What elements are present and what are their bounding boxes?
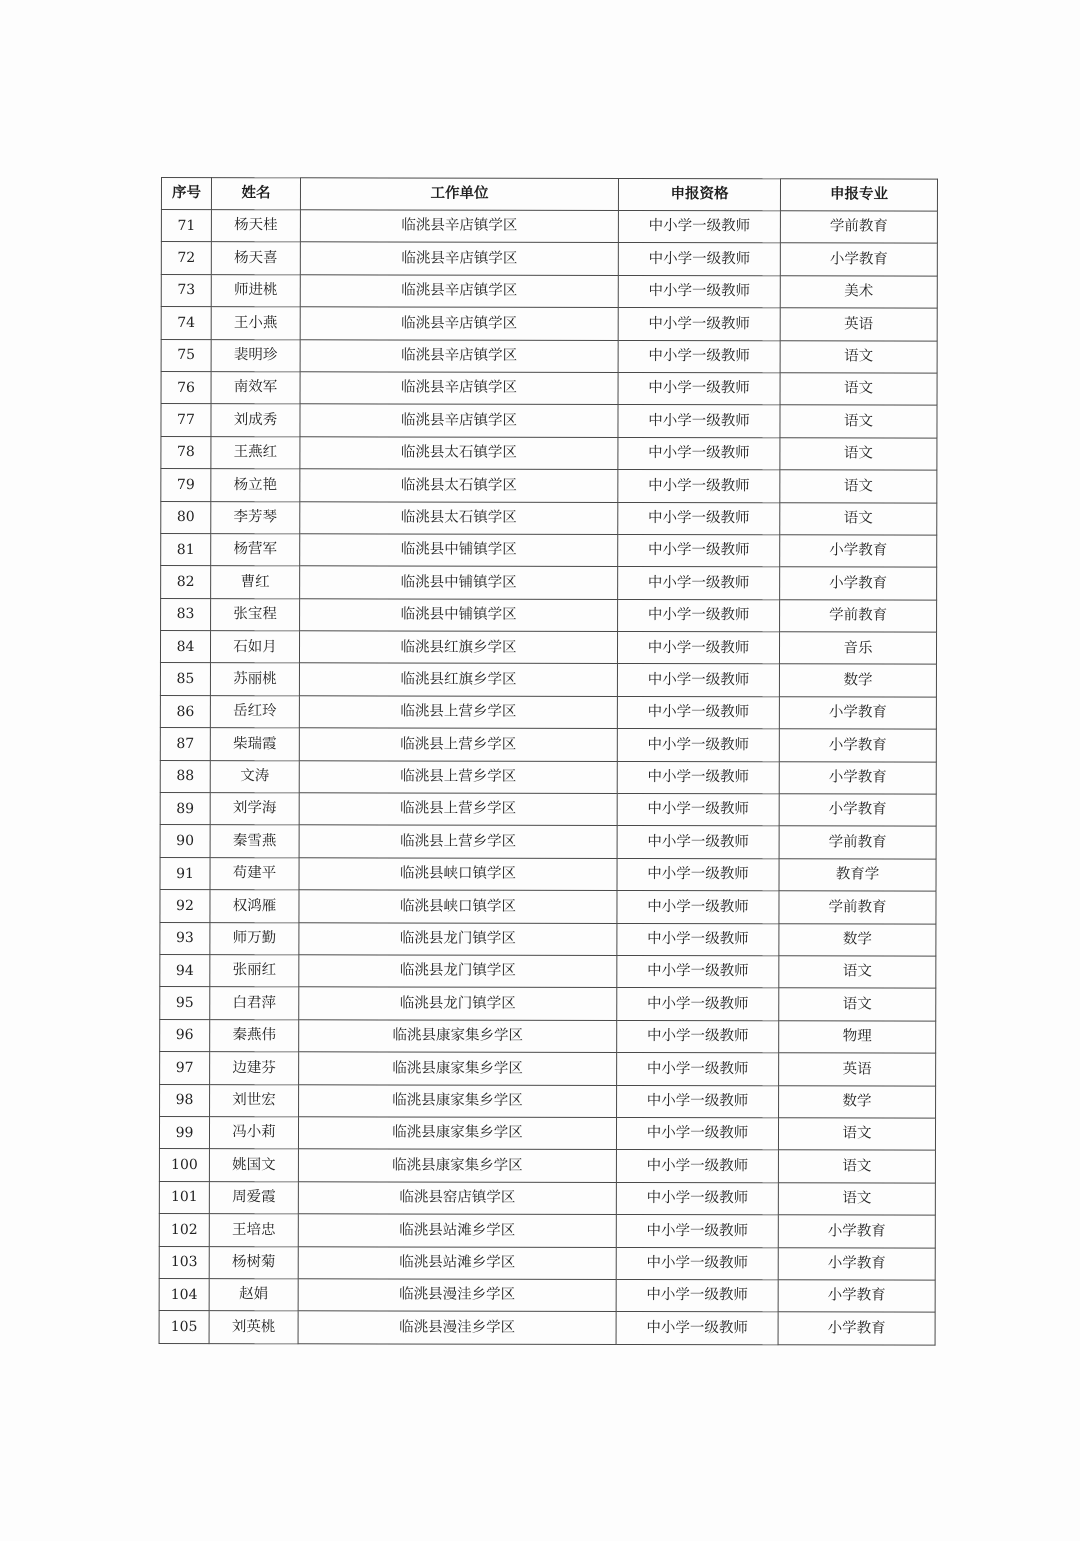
table-row bbox=[161, 566, 937, 600]
cell-name: 刘英桃 bbox=[209, 1311, 298, 1344]
cell-name: 刘世宏 bbox=[210, 1084, 299, 1117]
cell-major: 小学教育 bbox=[779, 697, 936, 730]
cell-unit: 临洮县红旗乡学区 bbox=[299, 631, 617, 664]
cell-major: 语文 bbox=[778, 1118, 935, 1151]
table-row bbox=[161, 242, 937, 276]
cell-major: 小学教育 bbox=[778, 1280, 935, 1313]
cell-major: 小学教育 bbox=[778, 1312, 935, 1345]
cell-unit: 临洮县龙门镇学区 bbox=[299, 987, 617, 1020]
cell-name: 南效军 bbox=[211, 372, 300, 405]
cell-unit: 临洮县辛店镇学区 bbox=[300, 372, 618, 405]
cell-unit: 临洮县上营乡学区 bbox=[299, 793, 617, 826]
cell-unit: 临洮县太石镇学区 bbox=[300, 469, 618, 502]
table-row bbox=[160, 954, 936, 988]
cell-name: 苟建平 bbox=[210, 857, 299, 890]
cell-name: 杨天桂 bbox=[211, 210, 300, 243]
cell-qualification: 中小学一级教师 bbox=[618, 534, 780, 567]
cell-major: 英语 bbox=[779, 1053, 936, 1086]
cell-qualification: 中小学一级教师 bbox=[618, 437, 780, 470]
cell-name: 杨立艳 bbox=[211, 469, 300, 502]
cell-qualification: 中小学一级教师 bbox=[617, 955, 779, 988]
table-row bbox=[160, 987, 936, 1021]
cell-unit: 临洮县辛店镇学区 bbox=[300, 275, 618, 308]
cell-no: 71 bbox=[161, 210, 211, 242]
cell-major: 音乐 bbox=[779, 632, 936, 665]
cell-unit: 临洮县漫洼乡学区 bbox=[298, 1279, 616, 1312]
cell-unit: 临洮县太石镇学区 bbox=[300, 501, 618, 534]
cell-no: 92 bbox=[160, 890, 210, 922]
table-header-row bbox=[161, 178, 937, 212]
table-row bbox=[159, 1116, 935, 1150]
cell-unit: 临洮县辛店镇学区 bbox=[300, 339, 618, 372]
cell-qualification: 中小学一级教师 bbox=[618, 599, 780, 632]
cell-qualification: 中小学一级教师 bbox=[617, 988, 779, 1021]
cell-qualification: 中小学一级教师 bbox=[618, 470, 780, 503]
cell-unit: 临洮县峡口镇学区 bbox=[299, 858, 617, 891]
cell-unit: 临洮县康家集乡学区 bbox=[299, 1020, 617, 1053]
cell-name: 姚国文 bbox=[209, 1149, 298, 1182]
cell-no: 76 bbox=[161, 371, 211, 403]
cell-name: 冯小莉 bbox=[209, 1117, 298, 1150]
cell-no: 105 bbox=[159, 1311, 209, 1343]
table-row bbox=[160, 1019, 936, 1053]
cell-qualification: 中小学一级教师 bbox=[617, 1020, 779, 1053]
cell-qualification: 中小学一级教师 bbox=[617, 664, 779, 697]
cell-major: 数学 bbox=[779, 923, 936, 956]
cell-no: 93 bbox=[160, 922, 210, 954]
cell-qualification: 中小学一级教师 bbox=[617, 826, 779, 859]
cell-unit: 临洮县上营乡学区 bbox=[299, 696, 617, 729]
cell-major: 数学 bbox=[779, 1085, 936, 1118]
cell-no: 87 bbox=[160, 728, 210, 760]
cell-no: 101 bbox=[159, 1181, 209, 1213]
header-no: 序号 bbox=[161, 178, 211, 210]
cell-no: 88 bbox=[160, 760, 210, 792]
cell-no: 97 bbox=[160, 1052, 210, 1084]
cell-name: 师进桃 bbox=[211, 274, 300, 307]
cell-qualification: 中小学一级教师 bbox=[617, 793, 779, 826]
cell-unit: 临洮县上营乡学区 bbox=[299, 760, 617, 793]
cell-name: 杨天喜 bbox=[211, 242, 300, 275]
cell-name: 岳红玲 bbox=[210, 695, 299, 728]
cell-name: 白君萍 bbox=[210, 987, 299, 1020]
table-row bbox=[159, 1181, 935, 1215]
cell-major: 小学教育 bbox=[778, 1215, 935, 1248]
cell-no: 73 bbox=[161, 274, 211, 306]
table-row bbox=[160, 825, 936, 859]
cell-unit: 临洮县站滩乡学区 bbox=[298, 1214, 616, 1247]
cell-no: 77 bbox=[161, 404, 211, 436]
cell-qualification: 中小学一级教师 bbox=[618, 275, 780, 308]
table-row bbox=[160, 857, 936, 891]
table-row bbox=[161, 339, 937, 373]
cell-major: 语文 bbox=[780, 405, 937, 438]
cell-qualification: 中小学一级教师 bbox=[616, 1215, 778, 1248]
cell-unit: 临洮县龙门镇学区 bbox=[299, 955, 617, 988]
cell-major: 语文 bbox=[778, 1150, 935, 1183]
cell-name: 石如月 bbox=[210, 631, 299, 664]
cell-qualification: 中小学一级教师 bbox=[618, 372, 780, 405]
table-row bbox=[160, 760, 936, 794]
cell-major: 小学教育 bbox=[780, 243, 937, 276]
header-qualification: 申报资格 bbox=[618, 178, 780, 210]
cell-no: 91 bbox=[160, 857, 210, 889]
cell-qualification: 中小学一级教师 bbox=[618, 405, 780, 438]
cell-qualification: 中小学一级教师 bbox=[616, 1247, 778, 1280]
table-row bbox=[160, 793, 936, 827]
cell-major: 小学教育 bbox=[780, 535, 937, 568]
table-row bbox=[161, 371, 937, 405]
table-row bbox=[160, 1084, 936, 1118]
cell-qualification: 中小学一级教师 bbox=[617, 729, 779, 762]
cell-unit: 临洮县康家集乡学区 bbox=[299, 1052, 617, 1085]
cell-name: 刘学海 bbox=[210, 793, 299, 826]
cell-no: 85 bbox=[160, 663, 210, 695]
cell-qualification: 中小学一级教师 bbox=[618, 340, 780, 373]
cell-unit: 临洮县红旗乡学区 bbox=[299, 663, 617, 696]
table-row bbox=[160, 922, 936, 956]
cell-name: 王小燕 bbox=[211, 307, 300, 340]
cell-qualification: 中小学一级教师 bbox=[617, 858, 779, 891]
cell-qualification: 中小学一级教师 bbox=[616, 1150, 778, 1183]
table-row bbox=[159, 1149, 935, 1183]
cell-major: 小学教育 bbox=[780, 567, 937, 600]
cell-qualification: 中小学一级教师 bbox=[616, 1117, 778, 1150]
cell-name: 王培忠 bbox=[209, 1214, 298, 1247]
cell-no: 74 bbox=[161, 307, 211, 339]
table-row bbox=[161, 274, 937, 308]
cell-no: 72 bbox=[161, 242, 211, 274]
table-row bbox=[159, 1311, 935, 1345]
cell-qualification: 中小学一级教师 bbox=[616, 1279, 778, 1312]
cell-qualification: 中小学一级教师 bbox=[617, 696, 779, 729]
table-row bbox=[160, 728, 936, 762]
cell-unit: 临洮县龙门镇学区 bbox=[299, 922, 617, 955]
cell-no: 82 bbox=[161, 566, 211, 598]
cell-major: 语文 bbox=[780, 373, 937, 406]
table-row bbox=[161, 436, 937, 470]
cell-name: 张宝程 bbox=[211, 598, 300, 631]
cell-qualification: 中小学一级教师 bbox=[618, 243, 780, 276]
cell-qualification: 中小学一级教师 bbox=[616, 1182, 778, 1215]
cell-unit: 临洮县中铺镇学区 bbox=[300, 534, 618, 567]
cell-no: 95 bbox=[160, 987, 210, 1019]
table-row bbox=[160, 631, 936, 665]
cell-unit: 临洮县中铺镇学区 bbox=[300, 566, 618, 599]
cell-unit: 临洮县站滩乡学区 bbox=[298, 1246, 616, 1279]
cell-qualification: 中小学一级教师 bbox=[618, 567, 780, 600]
cell-major: 学前教育 bbox=[779, 826, 936, 859]
table-body bbox=[159, 210, 937, 1345]
cell-unit: 临洮县上营乡学区 bbox=[299, 728, 617, 761]
cell-qualification: 中小学一级教师 bbox=[617, 632, 779, 665]
cell-major: 语文 bbox=[780, 470, 937, 503]
cell-name: 杨树菊 bbox=[209, 1246, 298, 1279]
cell-unit: 临洮县漫洼乡学区 bbox=[298, 1311, 616, 1344]
cell-unit: 临洮县中铺镇学区 bbox=[300, 598, 618, 631]
header-unit: 工作单位 bbox=[300, 178, 618, 211]
cell-name: 柴瑞霞 bbox=[210, 728, 299, 761]
cell-name: 秦雪燕 bbox=[210, 825, 299, 858]
cell-unit: 临洮县康家集乡学区 bbox=[298, 1149, 616, 1182]
cell-major: 美术 bbox=[780, 276, 937, 309]
cell-no: 86 bbox=[160, 695, 210, 727]
cell-major: 物理 bbox=[779, 1021, 936, 1054]
cell-name: 李芳琴 bbox=[211, 501, 300, 534]
cell-name: 苏丽桃 bbox=[210, 663, 299, 696]
cell-name: 师万勤 bbox=[210, 922, 299, 955]
cell-qualification: 中小学一级教师 bbox=[617, 761, 779, 794]
cell-unit: 临洮县辛店镇学区 bbox=[300, 307, 618, 340]
cell-major: 学前教育 bbox=[779, 891, 936, 924]
cell-major: 数学 bbox=[779, 664, 936, 697]
cell-unit: 临洮县辛店镇学区 bbox=[300, 242, 618, 275]
cell-major: 英语 bbox=[780, 308, 937, 341]
table-row bbox=[161, 501, 937, 535]
cell-no: 90 bbox=[160, 825, 210, 857]
cell-major: 学前教育 bbox=[780, 211, 937, 244]
cell-no: 98 bbox=[160, 1084, 210, 1116]
cell-no: 75 bbox=[161, 339, 211, 371]
cell-major: 教育学 bbox=[779, 859, 936, 892]
table-row bbox=[159, 1214, 935, 1248]
header-major: 申报专业 bbox=[780, 179, 937, 211]
cell-name: 周爱霞 bbox=[209, 1181, 298, 1214]
cell-no: 80 bbox=[161, 501, 211, 533]
table-row bbox=[160, 695, 936, 729]
cell-major: 语文 bbox=[780, 438, 937, 471]
cell-no: 84 bbox=[160, 631, 210, 663]
table-row bbox=[161, 533, 937, 567]
cell-unit: 临洮县太石镇学区 bbox=[300, 437, 618, 470]
cell-name: 权鸿雁 bbox=[210, 890, 299, 923]
table-row bbox=[160, 1052, 936, 1086]
cell-no: 89 bbox=[160, 793, 210, 825]
cell-no: 78 bbox=[161, 436, 211, 468]
applicant-table bbox=[159, 177, 938, 1345]
cell-no: 94 bbox=[160, 954, 210, 986]
cell-no: 79 bbox=[161, 469, 211, 501]
cell-qualification: 中小学一级教师 bbox=[616, 1312, 778, 1345]
cell-no: 81 bbox=[161, 533, 211, 565]
cell-no: 104 bbox=[159, 1278, 209, 1310]
cell-no: 96 bbox=[160, 1019, 210, 1051]
table-row bbox=[161, 210, 937, 244]
cell-name: 张丽红 bbox=[210, 955, 299, 988]
cell-no: 103 bbox=[159, 1246, 209, 1278]
cell-name: 曹红 bbox=[211, 566, 300, 599]
cell-no: 83 bbox=[161, 598, 211, 630]
cell-qualification: 中小学一级教师 bbox=[618, 502, 780, 535]
cell-qualification: 中小学一级教师 bbox=[618, 308, 780, 341]
cell-name: 王燕红 bbox=[211, 436, 300, 469]
cell-name: 裴明珍 bbox=[211, 339, 300, 372]
cell-major: 语文 bbox=[779, 956, 936, 989]
cell-name: 刘成秀 bbox=[211, 404, 300, 437]
table-row bbox=[161, 598, 937, 632]
cell-major: 语文 bbox=[780, 340, 937, 373]
cell-qualification: 中小学一级教师 bbox=[618, 210, 780, 243]
cell-major: 语文 bbox=[780, 502, 937, 535]
table-row bbox=[161, 469, 937, 503]
table-row bbox=[161, 404, 937, 438]
cell-major: 语文 bbox=[778, 1183, 935, 1216]
table-row bbox=[160, 663, 936, 697]
cell-no: 100 bbox=[159, 1149, 209, 1181]
cell-qualification: 中小学一级教师 bbox=[617, 923, 779, 956]
cell-unit: 临洮县上营乡学区 bbox=[299, 825, 617, 858]
header-name: 姓名 bbox=[211, 178, 300, 210]
cell-major: 小学教育 bbox=[779, 794, 936, 827]
cell-major: 小学教育 bbox=[778, 1247, 935, 1280]
cell-major: 小学教育 bbox=[779, 761, 936, 794]
cell-unit: 临洮县康家集乡学区 bbox=[299, 1084, 617, 1117]
cell-name: 秦燕伟 bbox=[210, 1019, 299, 1052]
cell-unit: 临洮县峡口镇学区 bbox=[299, 890, 617, 923]
cell-unit: 临洮县辛店镇学区 bbox=[300, 404, 618, 437]
cell-unit: 临洮县窑店镇学区 bbox=[298, 1182, 616, 1215]
cell-major: 小学教育 bbox=[779, 729, 936, 762]
cell-unit: 临洮县辛店镇学区 bbox=[300, 210, 618, 243]
cell-no: 102 bbox=[159, 1214, 209, 1246]
cell-qualification: 中小学一级教师 bbox=[617, 891, 779, 924]
table-row bbox=[160, 890, 936, 924]
cell-no: 99 bbox=[159, 1116, 209, 1148]
cell-unit: 临洮县康家集乡学区 bbox=[298, 1117, 616, 1150]
cell-name: 文涛 bbox=[210, 760, 299, 793]
table-row bbox=[159, 1278, 935, 1312]
cell-qualification: 中小学一级教师 bbox=[617, 1085, 779, 1118]
cell-name: 杨营军 bbox=[211, 534, 300, 567]
cell-qualification: 中小学一级教师 bbox=[617, 1053, 779, 1086]
cell-name: 赵娟 bbox=[209, 1278, 298, 1311]
table-row bbox=[161, 307, 937, 341]
cell-major: 语文 bbox=[779, 988, 936, 1021]
cell-name: 边建芬 bbox=[210, 1052, 299, 1085]
table-row bbox=[159, 1246, 935, 1280]
cell-major: 学前教育 bbox=[780, 599, 937, 632]
